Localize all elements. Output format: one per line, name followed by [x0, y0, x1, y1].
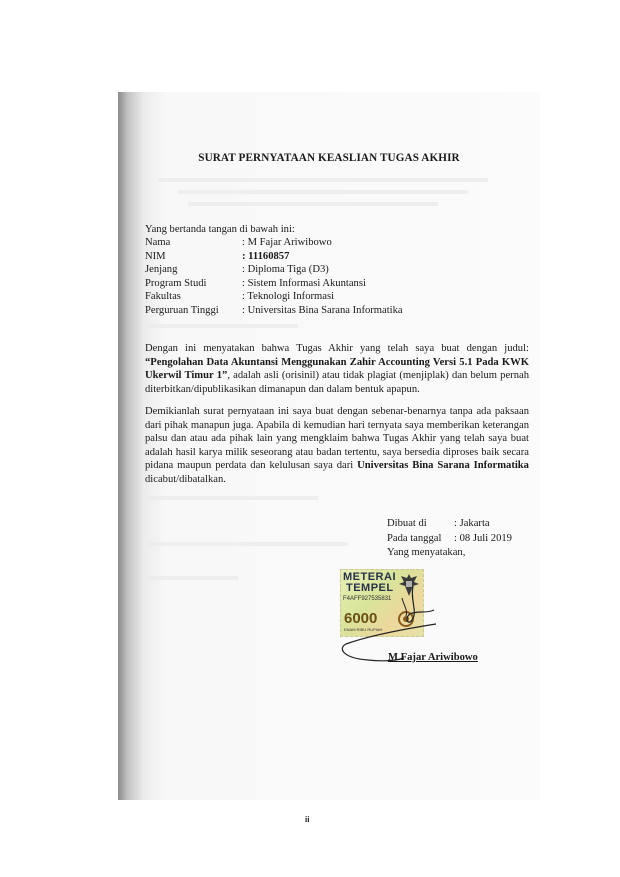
field-value: : Universitas Bina Sarana Informatika — [242, 304, 403, 316]
bleed-through-mark — [148, 542, 348, 546]
bleed-through-mark — [148, 576, 238, 580]
field-row-fakultas — [145, 290, 403, 304]
stamp-serial: F4AFF927535831 — [343, 596, 392, 602]
field-value: : Teknologi Informasi — [242, 291, 335, 302]
date-label: Pada tanggal — [387, 532, 442, 544]
field-row-jenjang — [145, 263, 403, 277]
field-row-perguruan-tinggi — [145, 304, 403, 318]
stamp-line1: METERAI — [343, 571, 396, 583]
field-value: : 11160857 — [242, 250, 290, 262]
stamp-value: 6000 — [344, 610, 378, 627]
field-value: : Sistem Informasi Akuntansi — [242, 277, 366, 289]
field-value: : Diploma Tiga (D3) — [242, 264, 329, 275]
field-row-nama — [145, 236, 403, 250]
bleed-through-mark — [188, 202, 438, 206]
bleed-through-mark — [148, 496, 318, 500]
signing-date-row — [387, 532, 512, 547]
scanned-page — [118, 92, 540, 800]
statement-text: , adalah asli (orisinil) atau tidak plagiat (menjiplak) dan belum pernah diterbitkan/dipublikasikan dimanapun dan dalam bentuk apapun. — [145, 370, 530, 395]
statement-paragraph — [145, 342, 529, 396]
declaration-text: Demikianlah surat pernyataan ini saya buat dengan sebenar-benarnya tanpa ada paksaan dari pihak manapun juga. Apabila di kemudian hari ternyata saya memberikan keterangan palsu dan atau ada pihak lain yang mengklaim bahwa Tugas Akhir yang telah saya buat adalah hasil karya milik seseorang atau badan tertentu, saya bersedia diproses baik secara pidana maupun perdata dan kelulusan saya dari — [145, 406, 529, 472]
field-value: : M Fajar Ariwibowo — [242, 237, 332, 248]
thesis-title: “Pengolahan Data Akuntansi Menggunakan Zahir Accounting Versi 5.1 Pada KWK Ukerwil Timur 1” — [145, 356, 529, 382]
field-row-program-studi — [145, 277, 403, 291]
field-label: Jenjang — [145, 264, 178, 275]
institution-name: Universitas Bina Sarana Informatika — [357, 460, 529, 472]
field-row-nim — [145, 250, 403, 264]
field-label: Nama — [145, 237, 171, 248]
stamp-subtext: ENAM RIBU RUPIAH — [344, 627, 383, 632]
field-label: NIM — [145, 250, 166, 262]
date-value: : 08 Juli 2019 — [454, 532, 512, 544]
declaration-paragraph — [145, 405, 529, 487]
field-label: Perguruan Tinggi — [145, 304, 219, 316]
place-label: Dibuat di — [387, 518, 427, 529]
declaration-text: dicabut/dibatalkan. — [145, 473, 226, 485]
bleed-through-mark — [158, 178, 488, 182]
stamp-line2: TEMPEL — [346, 582, 394, 594]
intro-line: Yang bertanda tangan di bawah ini: — [145, 224, 295, 235]
field-label: Fakultas — [145, 291, 181, 302]
field-label: Program Studi — [145, 277, 207, 289]
closing-text: Yang menyatakan, — [387, 547, 466, 558]
identity-block — [145, 236, 403, 317]
page-number: ii — [305, 815, 310, 824]
bleed-through-mark — [148, 324, 298, 328]
document-title: SURAT PERNYATAAN KEASLIAN TUGAS AKHIR — [198, 152, 460, 164]
signing-place-row — [387, 517, 512, 532]
statement-text: Dengan ini menyatakan bahwa Tugas Akhir yang telah saya buat dengan judul: — [145, 343, 529, 354]
signing-block — [387, 517, 512, 561]
place-value: : Jakarta — [454, 518, 490, 529]
signer-name: M Fajar Ariwibowo — [388, 652, 478, 663]
bleed-through-mark — [178, 190, 468, 194]
